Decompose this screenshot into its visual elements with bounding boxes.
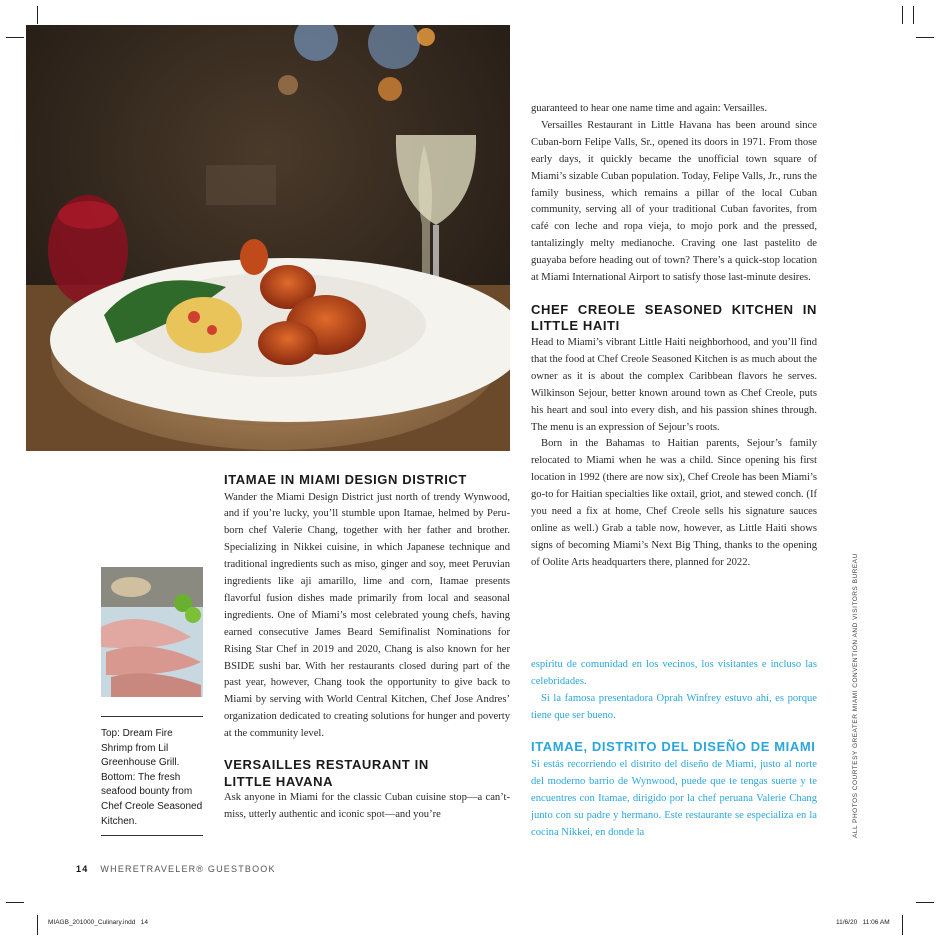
body-paragraph: Wander the Miami Design District just north of trendy Wynwood, and if you’re lucky, you’ll stumble upon Itamae, helmed by Peru-born chef Valerie Chang, together with her father and brother. Specializing in Nikkei cuisine, in which Japanese technique and traditional ingredients such as miso, ginger and soy, meet Peruvian ingredients like aji amarillo, lime and corn, Itamae presents flavorful fusion dishes made primarily from local and seasonal ingredients. One of Miami’s most celebrated young chefs, having earned consecutive James Beard Semifinalist Nominations for Rising Star Chef in 2019 and 2020, Chang is also known for her BSIDE sushi bar. With her restaurants closed during part of the past year, however, Chang took the opportunity to give back to Miami by serving with World Central Kitchen, Chef Jose Andres’ organization dedicated to creating solutions for hunger and poverty at the community level. <box>224 491 510 740</box>
right-column <box>531 101 817 572</box>
left-column <box>224 472 510 824</box>
spanish-paragraph: Si estás recorriendo el distrito del diseño de Miami, justo al norte del moderno barrio de Wynwood, puede que te tengas suerte y te encuentres con Itamae, dirigido por la chef peruana Valerie Chang junto con su padre y hermano. Este restaurante se especializa en la cocina Nikkei, en donde la <box>531 759 817 838</box>
crop-mark <box>913 6 914 24</box>
body-paragraph: Ask anyone in Miami for the classic Cuban cuisine stop—a can’t-miss, utterly authentic and iconic spot—and you’re <box>224 792 510 820</box>
section-heading: ITAMAE IN MIAMI DESIGN DISTRICT <box>224 472 467 487</box>
seafood-photo <box>101 567 203 697</box>
body-paragraph: guaranteed to hear one name time and again: Versailles. <box>531 103 768 114</box>
photo-caption: Top: Dream Fire Shrimp from Lil Greenhouse Grill. Bottom: The fresh seafood bounty from Chef Creole Seasoned Kitchen. <box>101 716 203 836</box>
section-heading <box>531 302 817 335</box>
crop-mark <box>916 37 934 38</box>
heading-line: VERSAILLES RESTAURANT IN <box>224 757 429 773</box>
body-paragraph: Versailles Restaurant in Little Havana has been around since Cuban-born Felipe Valls, Sr., opened its doors in 1971. From those early days, it quickly became the unofficial town square of Miami’s sizable Cuban population. Today, Felipe Valls, Jr., runs the family business, which remains a pillar of the local Cuban community, serving all of your traditional Cuban favorites, from café con leche and ropa vieja, to mojo pork and the pressed, tantalizingly melty medianoche. Craving one last pastelito de guayaba before heading out of town? There’s a quick-stop location at Miami International Airport to satisfy those last-minute desires. <box>531 119 817 284</box>
page-folio <box>76 864 276 874</box>
crop-mark <box>37 915 38 935</box>
photo-credit: ALL PHOTOS COURTESY GREATER MIAMI CONVENTION AND VISITORS BUREAU <box>852 553 859 838</box>
page-number: 14 <box>76 864 89 874</box>
crop-mark <box>902 915 903 935</box>
crop-mark <box>37 6 38 24</box>
body-paragraph: Born in the Bahamas to Haitian parents, Sejour’s family relocated to Miami when he was a child. Since opening his first location in 1992 (there are now six), Chef Creole has been Miami’s go-to for Haitian specialties like oxtail, griot, and stewed conch. (If you need a fix at home, Chef Creole sells his signature sauces online as well.) Grab a table now, however, as Little Haiti shows signs of becoming Miami’s Next Big Thing, thanks to the opening of Oolite Arts headquarters there, planned for 2022. <box>531 438 817 568</box>
heading-line: CHEF CREOLE SEASONED KITCHEN IN <box>531 301 817 317</box>
spanish-column <box>531 657 817 842</box>
crop-mark <box>902 6 903 24</box>
main-photo <box>26 25 510 451</box>
publication-name: WHERETRAVELER® GUESTBOOK <box>100 864 276 874</box>
spanish-paragraph: espíritu de comunidad en los vecinos, los visitantes e incluso las celebridades. <box>531 659 817 687</box>
spanish-heading: ITAMAE, DISTRITO DEL DISEÑO DE MIAMI <box>531 738 816 754</box>
slug-timestamp: 11/6/20 11:06 AM <box>836 919 890 926</box>
crop-mark <box>916 902 934 903</box>
crop-mark <box>6 37 24 38</box>
body-paragraph: Head to Miami’s vibrant Little Haiti neighborhood, and you’ll find that the food at Chef Creole Seasoned Kitchen is as much about the owner as it is about the complex Caribbean flavors he serves. Wilkinson Sejour, better known around town as Chef Creole, puts his heart and soul into every dish, and his passion shines through. The menu is an expression of Sejour’s roots. <box>531 336 817 433</box>
heading-line: LITTLE HAVANA <box>224 773 334 789</box>
heading-line: LITTLE HAITI <box>531 318 620 334</box>
crop-mark <box>6 902 24 903</box>
spanish-paragraph: Si la famosa presentadora Oprah Winfrey estuvo ahí, es porque tiene que ser bueno. <box>531 692 817 721</box>
slug-filename: MIAGB_201000_Culinary.indd 14 <box>48 919 148 926</box>
section-heading <box>224 757 510 790</box>
